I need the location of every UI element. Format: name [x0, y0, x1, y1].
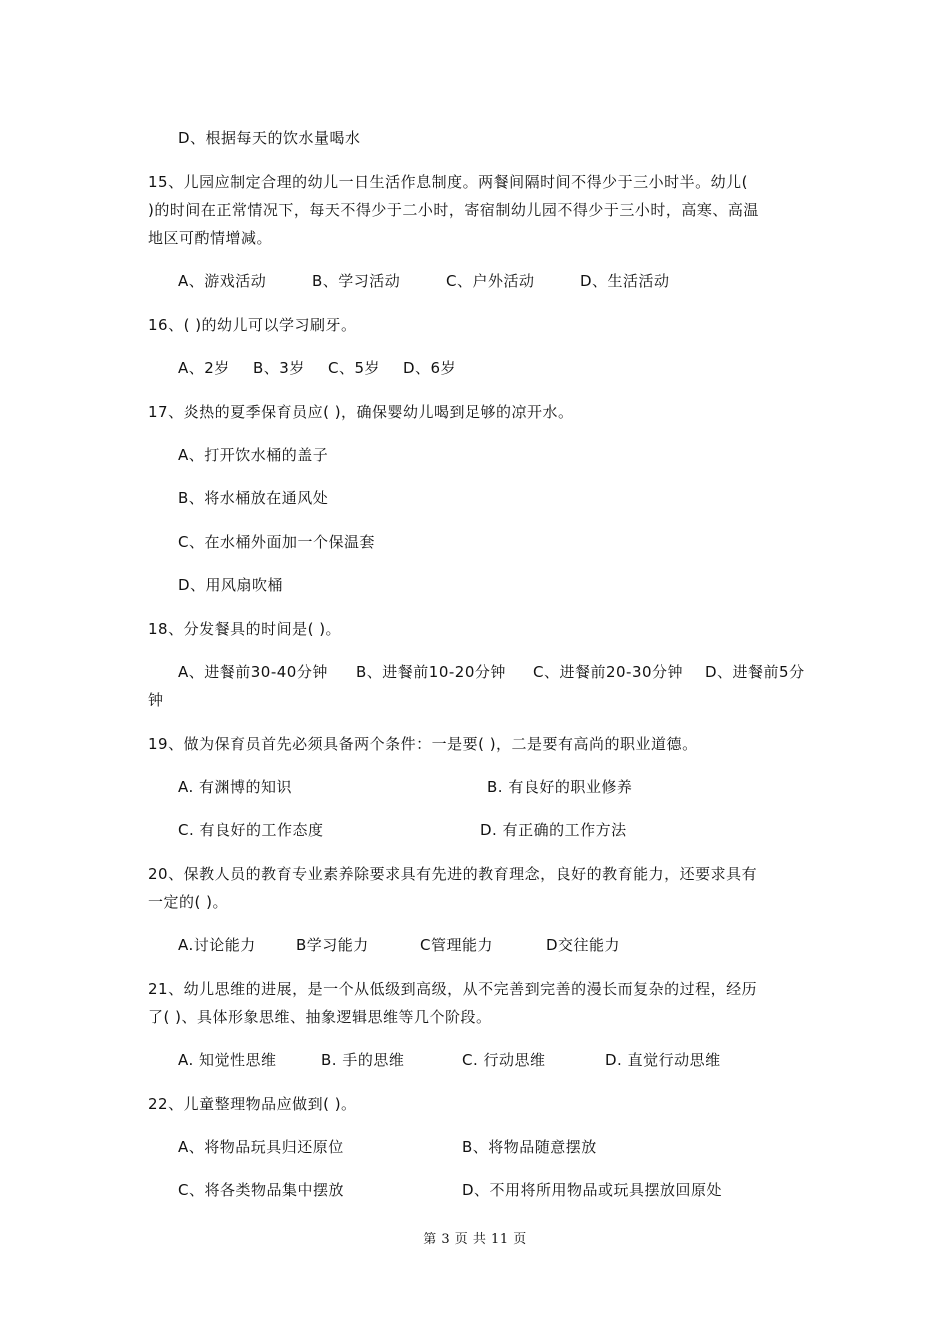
q21-option-b: B. 手的思维 — [321, 1051, 405, 1069]
q22-option-b: B、将物品随意摆放 — [462, 1138, 597, 1156]
q18-option-d: D、进餐前5分 — [705, 663, 805, 681]
q15-stem-line2: )的时间在正常情况下，每天不得少于二小时，寄宿制幼儿园不得少于三小时，高寒、高温 — [148, 201, 759, 219]
q22-option-d: D、不用将所用物品或玩具摆放回原处 — [462, 1181, 723, 1199]
q20-option-b: B学习能力 — [296, 936, 369, 954]
q15-option-b: B、学习活动 — [312, 272, 401, 290]
q20-stem-line2: 一定的( )。 — [148, 893, 228, 911]
q22-option-c: C、将各类物品集中摆放 — [178, 1181, 344, 1199]
q17-stem: 17、炎热的夏季保育员应( )，确保婴幼儿喝到足够的凉开水。 — [148, 403, 574, 421]
q16-stem: 16、( )的幼儿可以学习刷牙。 — [148, 316, 357, 334]
q18-option-a: A、进餐前30-40分钟 — [178, 663, 328, 681]
q16-option-b: B、3岁 — [253, 359, 305, 377]
q20-option-d: D交往能力 — [546, 936, 621, 954]
q22-option-a: A、将物品玩具归还原位 — [178, 1138, 344, 1156]
q17-option-c: C、在水桶外面加一个保温套 — [178, 533, 375, 551]
q19-option-c: C. 有良好的工作态度 — [178, 821, 324, 839]
q15-option-a: A、游戏活动 — [178, 272, 267, 290]
q18-option-d-wrap: 钟 — [148, 691, 164, 709]
q20-option-a: A.讨论能力 — [178, 936, 256, 954]
q15-option-d: D、生活活动 — [580, 272, 670, 290]
q17-option-d: D、用风扇吹桶 — [178, 576, 284, 594]
q18-option-c: C、进餐前20-30分钟 — [533, 663, 684, 681]
q18-stem: 18、分发餐具的时间是( )。 — [148, 620, 342, 638]
q20-stem-line1: 20、保教人员的教育专业素养除要求具有先进的教育理念，良好的教育能力，还要求具有 — [148, 865, 758, 883]
q21-option-c: C. 行动思维 — [462, 1051, 546, 1069]
q21-option-d: D. 直觉行动思维 — [605, 1051, 721, 1069]
q20-option-c: C管理能力 — [420, 936, 493, 954]
q22-stem: 22、儿童整理物品应做到( )。 — [148, 1095, 357, 1113]
q21-option-a: A. 知觉性思维 — [178, 1051, 277, 1069]
q19-option-a: A. 有渊博的知识 — [178, 778, 293, 796]
q15-option-c: C、户外活动 — [446, 272, 535, 290]
q16-option-c: C、5岁 — [328, 359, 381, 377]
q15-stem-line3: 地区可酌情增减。 — [148, 229, 273, 247]
q17-option-a: A、打开饮水桶的盖子 — [178, 446, 329, 464]
q16-option-d: D、6岁 — [403, 359, 457, 377]
q17-option-b: B、将水桶放在通风处 — [178, 489, 329, 507]
q15-stem-line1: 15、儿园应制定合理的幼儿一日生活作息制度。两餐间隔时间不得少于三小时半。幼儿( — [148, 173, 748, 191]
page-footer: 第 3 页 共 11 页 — [423, 1232, 527, 1247]
q19-option-d: D. 有正确的工作方法 — [480, 821, 627, 839]
q16-option-a: A、2岁 — [178, 359, 230, 377]
q21-stem-line1: 21、幼儿思维的进展，是一个从低级到高级，从不完善到完善的漫长而复杂的过程，经历 — [148, 980, 758, 998]
q19-option-b: B. 有良好的职业修养 — [487, 778, 633, 796]
q19-stem: 19、做为保育员首先必须具备两个条件：一是要( )，二是要有高尚的职业道德。 — [148, 735, 698, 753]
q14-option-d: D、根据每天的饮水量喝水 — [178, 129, 361, 147]
q21-stem-line2: 了( )、具体形象思维、抽象逻辑思维等几个阶段。 — [148, 1008, 492, 1026]
q18-option-b: B、进餐前10-20分钟 — [356, 663, 506, 681]
